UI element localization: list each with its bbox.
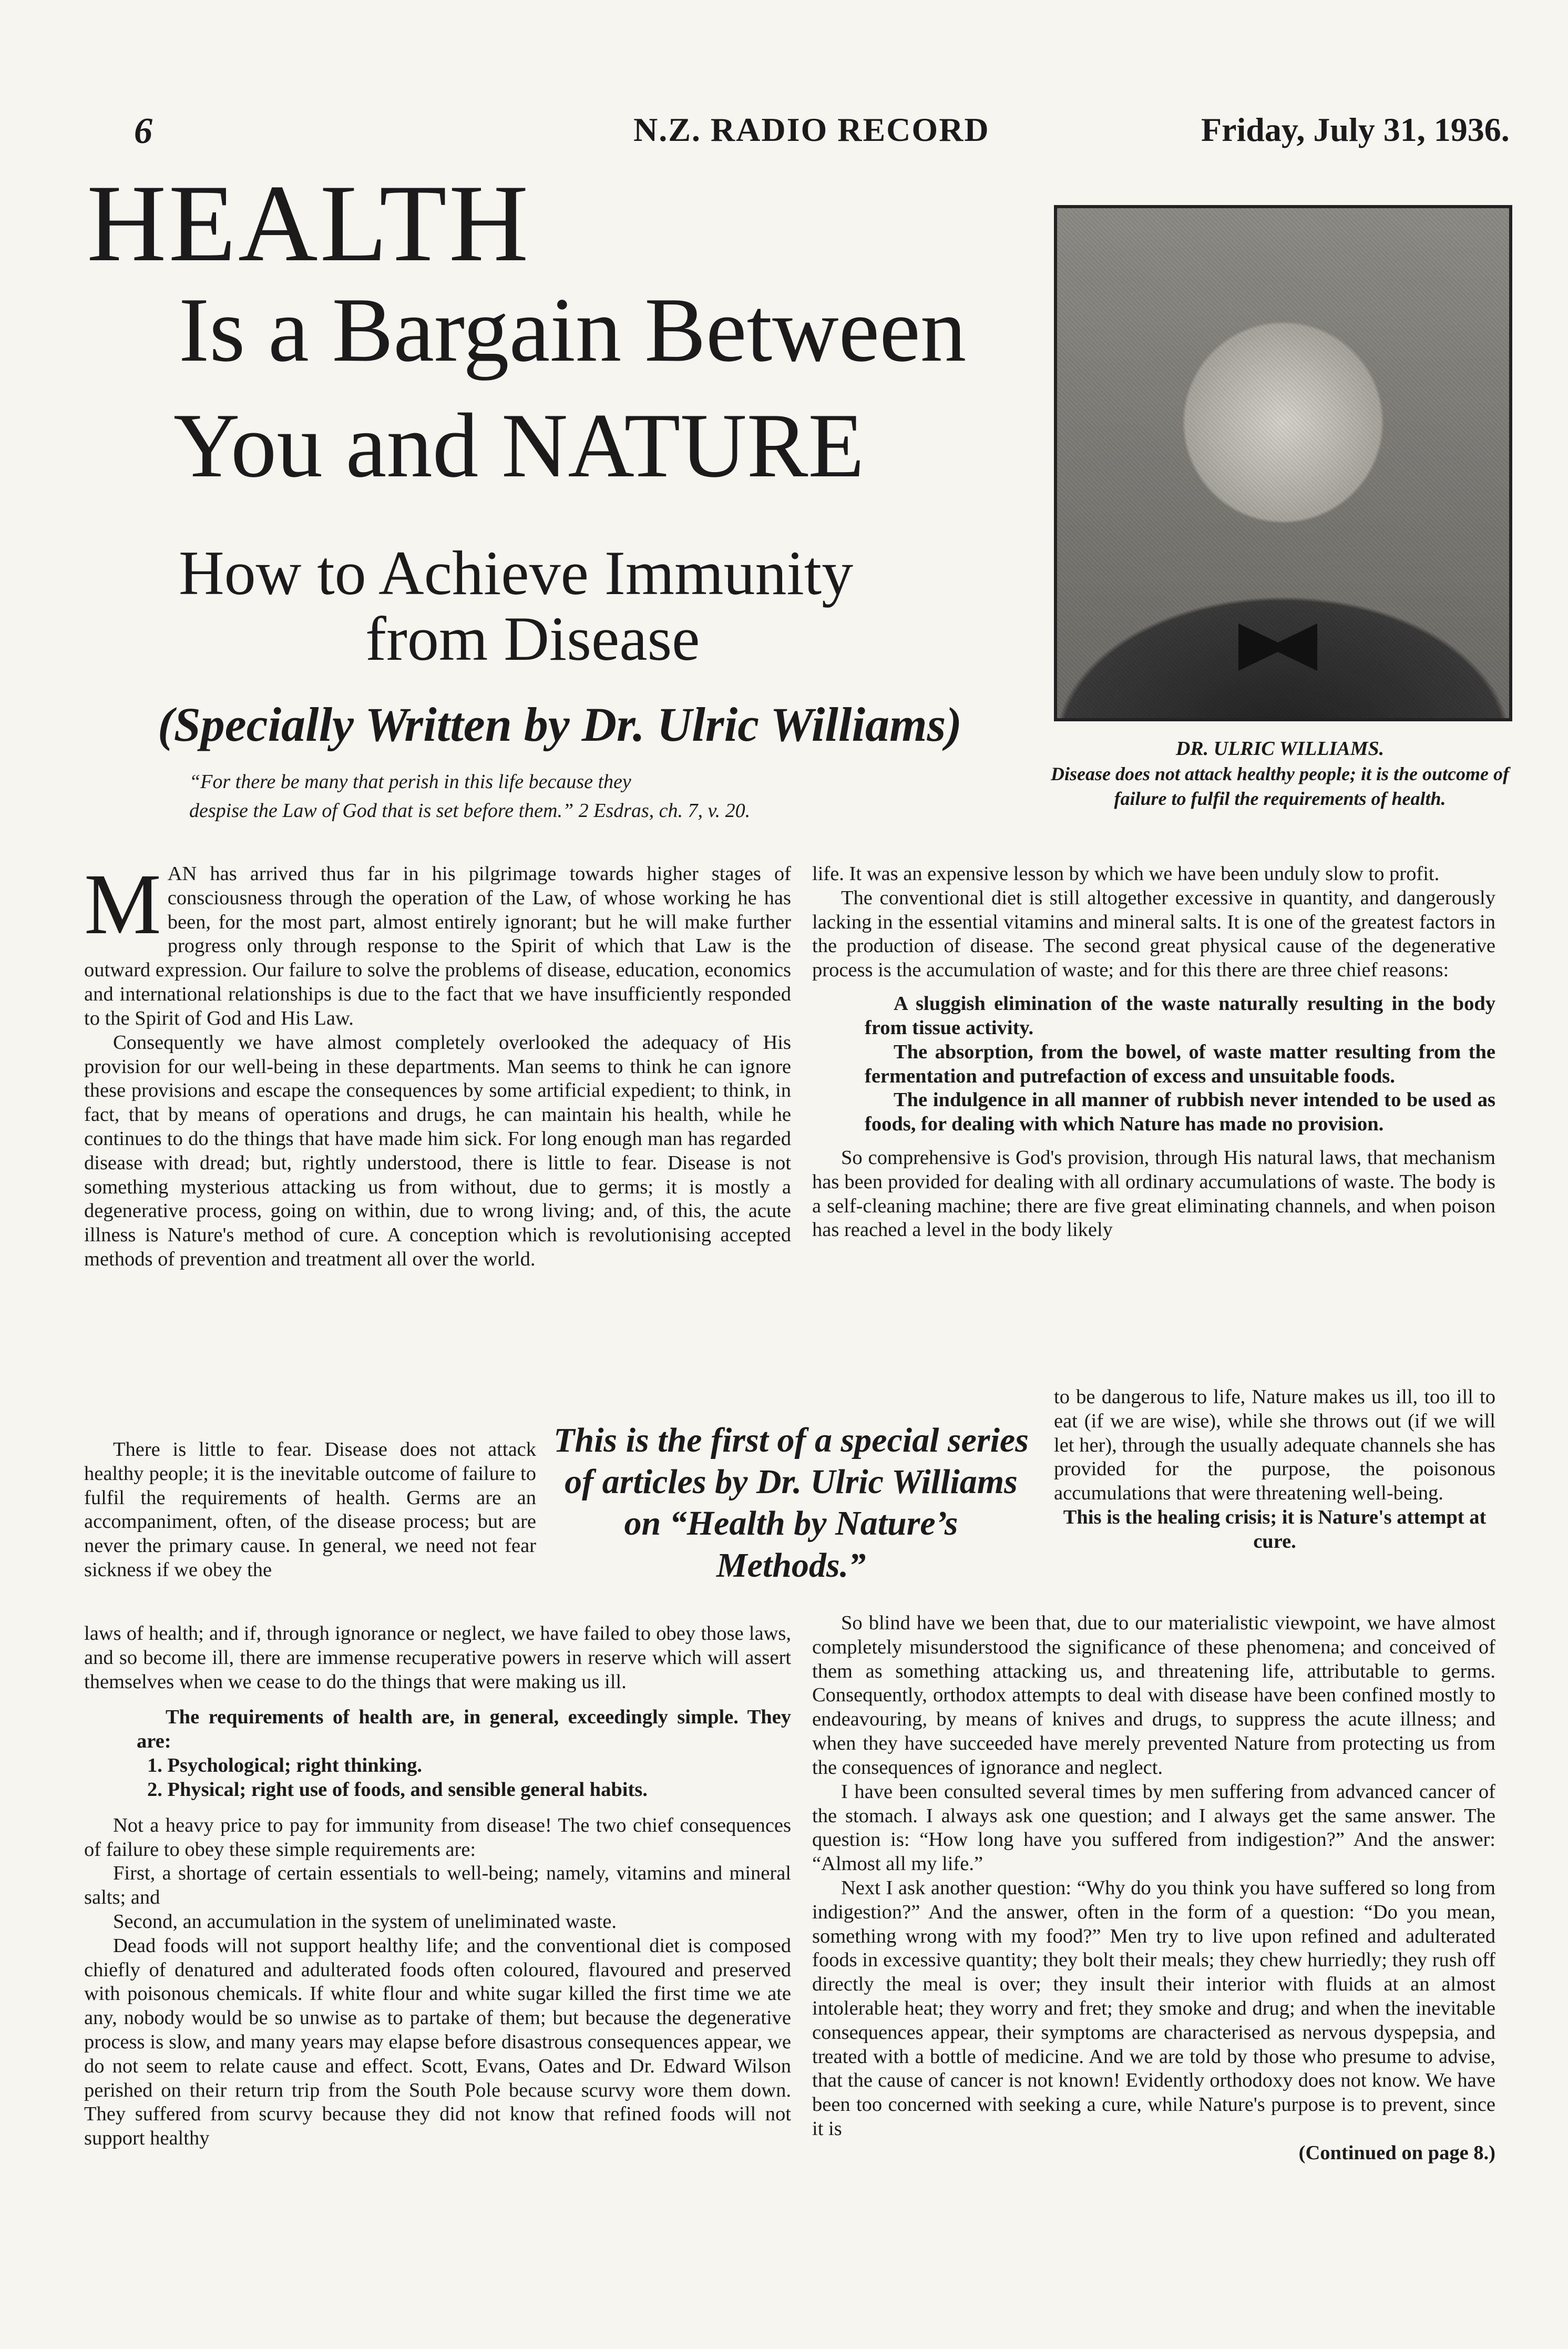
paragraph: Dead foods will not support healthy life; and the conventional diet is composed chiefly of denatured and adulterated foods often coloured, flavoured and preserved with poisonous chemicals. If white flour and white sugar killed the first time we ate any, nobody would be so unwise as to partake of them; but because the degenerative process is slow, and many years may elapse before disastrous consequences appear, we do not seem to relate cause and effect. Scott, Evans, Oates and Dr. Edward Wilson perished on their return trip from the South Pole because scurvy wore them down. They suffered from scurvy because they did not know that refined foods will not support healthy (84, 1934, 791, 2150)
column-2-narrow (1054, 1385, 1495, 1554)
paragraph: Second, an accumulation in the system of uneliminated waste. (113, 1910, 617, 1933)
paragraph: Not a heavy price to pay for immunity from disease! The two chief consequences of failure to obey these simple requirements are: (84, 1814, 791, 1861)
paragraph: AN has arrived thus far in his pilgrimage towards higher stages of consciousness through the operation of the Law, of whose working he has been, for the most part, almost entirely ignorant; but he will make further progress only through response to the Spirit of which that Law is the outward expression. Our failure to solve the problems of disease, education, economics and international relationships is due to the fact that we have insufficiently responded to the Spirit of God and His Law. (84, 863, 791, 1029)
reason-item: A sluggish elimination of the waste naturally resulting in the body from tissue activity. (865, 993, 1495, 1039)
headline-line2: Is a Bargain Between (179, 279, 967, 381)
column-2-top (812, 862, 1495, 1242)
requirement-item: 1. Psychological; right thinking. (147, 1754, 423, 1777)
page-header (0, 105, 1568, 163)
paragraph: laws of health; and if, through ignorance or neglect, we have failed to obey those laws, and so become ill, there are immense recuperative powers in reserve which will assert themselves when we cease to do the things that were making us ill. (84, 1622, 791, 1693)
paragraph: The conventional diet is still altogether excessive in quantity, and dangerously lacking in the essential vitamins and mineral salts. It is one of the greatest factors in the production of disease. The second great physical cause of the degenerative process is the accumulation of waste; and for this there are three chief reasons: (812, 886, 1495, 982)
drop-cap: M (84, 856, 161, 952)
paragraph: I have been consulted several times by men suffering from advanced cancer of the stomach. I always ask one question; and I always get the same answer. The question is: “How long have you suffered from indigestion?” And the answer: “Almost all my life.” (812, 1780, 1495, 1875)
headline-health: HEALTH (87, 162, 531, 284)
paragraph: life. It was an expensive lesson by which we have been unduly slow to profit. (812, 863, 1440, 885)
column-2-bottom (812, 1611, 1495, 2166)
headline-line3: You and NATURE (173, 394, 865, 496)
caption-name: DR. ULRIC WILLIAMS. (1175, 738, 1385, 760)
author-photo (1054, 205, 1512, 721)
epigraph-line1: “For there be many that perish in this life because they (189, 771, 631, 793)
column-1-narrow (84, 1438, 536, 1582)
publication-name: N.Z. RADIO RECORD (633, 111, 990, 148)
bow-tie-shape (1238, 624, 1317, 671)
paragraph: First, a shortage of certain essentials to well-being; namely, vitamins and mineral salts; and (84, 1862, 791, 1909)
healing-crisis-callout: This is the healing crisis; it is Nature's attempt at cure. (1063, 1506, 1487, 1553)
requirement-item: 2. Physical; right use of foods, and sensible general habits. (147, 1778, 648, 1801)
epigraph-line2: despise the Law of God that is set before them.” 2 Esdras, ch. 7, v. 20. (189, 800, 751, 822)
reason-item: The indulgence in all manner of rubbish never intended to be used as foods, for dealing with which Nature has made no provision. (865, 1089, 1495, 1136)
reason-item: The absorption, from the bowel, of waste matter resulting from the fermentation and putrefaction of excess and unsuitable foods. (865, 1040, 1495, 1087)
requirements-intro: The requirements of health are, in general, exceedingly simple. They are: (137, 1706, 791, 1753)
paragraph: Consequently we have almost completely overlooked the adequacy of His provision for our well-being in these departments. Man seems to think he can ignore these provisions and escape the consequences by some artificial expedient; to think, in fact, that by means of operations and drugs, he can maintain his health, while he continues to do the things that have made him sick. For long enough man has regarded disease with dread; but, rightly understood, there is little to fear. Disease is not something mysterious attacking us from without, due to germs; it is mostly a degenerative process, going on within, due to wrong living; and, of this, the acute illness is Nature's method of cure. A conception which is revolutionising accepted methods of prevention and treatment all over the world. (84, 1031, 791, 1270)
paragraph: So comprehensive is God's provision, through His natural laws, that mechanism has been provided for dealing with all ordinary accumulations of waste. The body is a self-cleaning machine; there are five great eliminating channels, and when poison has reached a level in the body likely (812, 1146, 1495, 1241)
column-1-bottom (84, 1622, 791, 2151)
page-number: 6 (134, 111, 152, 151)
column-1-top (84, 856, 791, 1272)
epigraph (189, 768, 1036, 825)
photo-caption (1043, 736, 1516, 811)
paragraph: So blind have we been that, due to our materialistic viewpoint, we have almost completely misunderstood the significance of these phenomena; and conceived of them as something attacking us, and threatening life, attributable to germs. Consequently, orthodox attempts to deal with disease have been confined mostly to endeavouring, by means of knives and drugs, to suppress the acute illness; and when they have succeeded have merely prevented Nature from protecting us from the consequences of ignorance and neglect. (812, 1612, 1495, 1779)
paragraph: to be dangerous to life, Nature makes us ill, too ill to eat (if we are wise), while she throws out (if we will let her), through the usually adequate channels she has provided for the purpose, the poisonous accumulations that were threatening well-being. (1054, 1386, 1495, 1505)
subtitle-line1: How to Achieve Immunity (179, 538, 854, 608)
byline: (Specially Written by Dr. Ulric Williams) (158, 698, 962, 751)
paragraph: Next I ask another question: “Why do you think you have suffered so long from indigestion?” And the answer, often in the form of a question: “Do you mean, something wrong with my food?” Men try to live upon refined and adulterated foods in excessive quantity; they bolt their meals; they chew hurriedly; they rush off directly the meal is over; they insult their interior with fluids at an almost intolerable heat; they worry and fret; they smoke and drug; and when the inevitable consequences appear, their symptoms are characterised as nervous dyspepsia, and treated with a bottle of medicine. And we are told by those who presume to advise, that the cause of cancer is not known! Evidently orthodoxy does not know. We have been too concerned with seeking a cure, while Nature's purpose is to prevent, since it is (812, 1876, 1495, 2140)
paragraph: There is little to fear. Disease does not attack healthy people; it is the inevitable outcome of failure to fulfil the requirements of health. Germs are an accompaniment, often, of the disease process; but are never the primary cause. In general, we need not fear sickness if we obey the (84, 1438, 536, 1581)
continued-notice: (Continued on page 8.) (1298, 2141, 1495, 2164)
caption-text: Disease does not attack healthy people; it is the outcome of failure to fulfil the requirements of health. (1051, 763, 1509, 810)
subtitle-line2: from Disease (365, 604, 700, 673)
issue-date: Friday, July 31, 1936. (1201, 111, 1510, 148)
pull-quote: This is the first of a special series of articles by Dr. Ulric Williams on “Health by Nature’s Methods.” (554, 1421, 1029, 1585)
